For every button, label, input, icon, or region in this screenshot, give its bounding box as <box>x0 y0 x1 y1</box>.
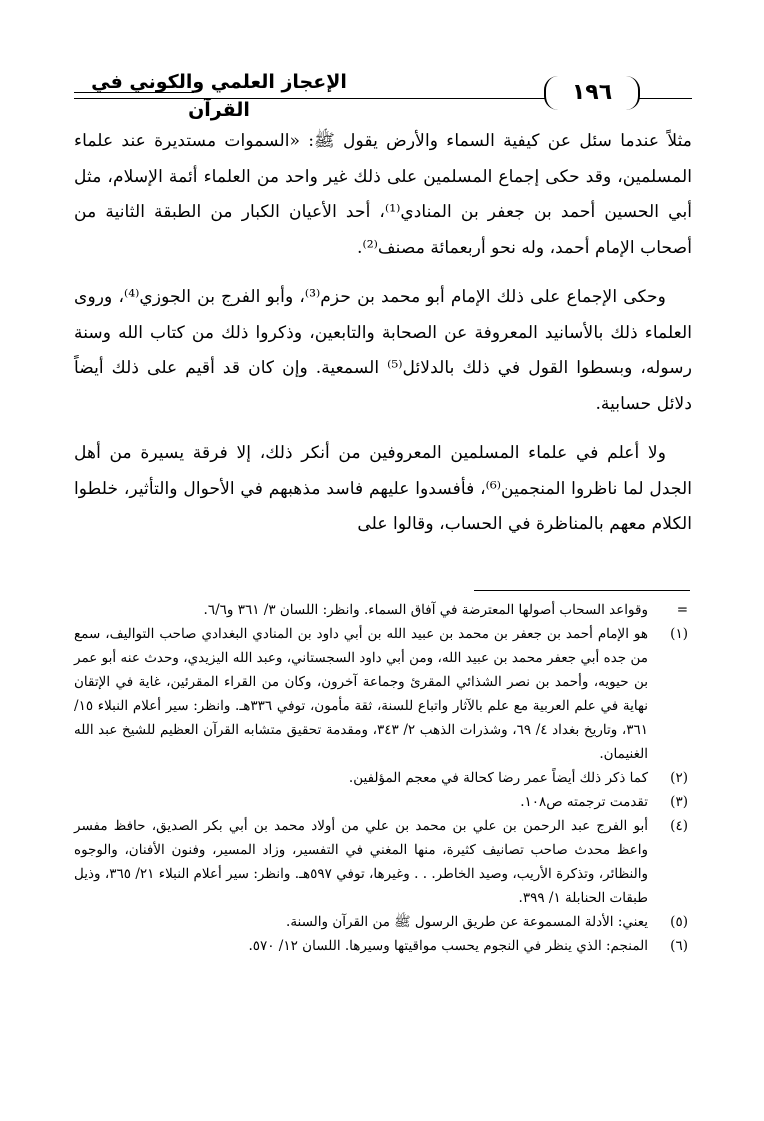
footnote <box>74 766 692 790</box>
paragraph: مثلاً عندما سئل عن كيفية السماء والأرض يقول ﷺ: «السموات مستديرة عند علماء المسلمين، وقد حكى إجماع المسلمين على ذلك غير واحد من العلماء أئمة الإسلام، مثل أبي الحسين أحمد بن جعفر بن المنادي⁽¹⁾، أحد الأعيان الكبار من الطبقة الثانية من أصحاب الإمام أحمد، وله نحو أربعمائة مصنف⁽²⁾. <box>74 131 692 258</box>
footnote <box>74 622 692 766</box>
page-header <box>74 68 692 121</box>
main-text <box>74 124 692 557</box>
footnote-marker: (٦) <box>670 938 688 954</box>
footnote-text: كما ذكر ذلك أيضاً عمر رضا كحالة في معجم المؤلفين. <box>348 770 648 786</box>
footnote-marker: (٢) <box>670 770 688 786</box>
footnote-text: وقواعد السحاب أصولها المعترضة في آفاق السماء. وانظر: اللسان ٣/ ٣٦١ و٦/٦. <box>203 602 648 618</box>
footnotes <box>74 598 692 958</box>
paragraph: وحكى الإجماع على ذلك الإمام أبو محمد بن حزم⁽³⁾، وأبو الفرج بن الجوزي⁽⁴⁾، وروى العلماء ذلك بالأسانيد المعروفة عن الصحابة والتابعين، وذكروا ذلك من كتاب الله وسنة رسوله، وبسطوا القول في ذلك بالدلائل⁽⁵⁾ السمعية. وإن كان قد أقيم على ذلك أيضاً دلائل حسابية. <box>74 287 692 414</box>
footnote-text: المنجم: الذي ينظر في النجوم يحسب مواقيتها وسيرها. اللسان ١٢/ ٥٧٠. <box>248 938 648 954</box>
footnote <box>74 790 692 814</box>
footnote-marker: (١) <box>670 626 688 642</box>
footnote-marker: (٥) <box>670 914 688 930</box>
footnote <box>74 814 692 910</box>
footnote <box>74 910 692 934</box>
footnote-text: تقدمت ترجمته ص١٠٨. <box>520 794 648 810</box>
footnote-marker: = <box>676 602 688 618</box>
running-title: الإعجاز العلمي والكوني في القرآن <box>91 71 347 121</box>
footnote <box>74 934 692 958</box>
footnote-marker: (٤) <box>670 818 688 834</box>
footnote-text: يعني: الأدلة المسموعة عن طريق الرسول ﷺ من القرآن والسنة. <box>286 914 648 930</box>
footnote-marker: (٣) <box>670 794 688 810</box>
paragraph: ولا أعلم في علماء المسلمين المعروفين من أنكر ذلك، إلا فرقة يسيرة من أهل الجدل لما ناظروا المنجمين⁽⁶⁾، فأفسدوا عليهم فاسد مذهبهم في الأحوال والتأثير، خلطوا الكلام معهم بالمناظرة في الحساب، وقالوا على <box>74 443 692 534</box>
footnote <box>74 598 692 622</box>
page-number: ١٩٦ <box>544 76 640 110</box>
footnote-text: أبو الفرج عبد الرحمن بن علي بن محمد بن علي من أولاد محمد بن أبي بكر الصديق، حافظ مفسر واعظ محدث صاحب تصانيف كثيرة، منها المغني في التفسير، وزاد المسير، وفنون الأفنان، والوجوه والنظائر، وتذكرة الأريب، وصيد الخاطر. . . وغيرها، توفي ٥٩٧هـ. وانظر: سير أعلام النبلاء ٢١/ ٣٦٥، وذيل طبقات الحنابلة ١/ ٣٩٩. <box>74 818 648 906</box>
footnote-separator <box>474 590 690 591</box>
footnote-text: هو الإمام أحمد بن جعفر بن محمد بن عبيد الله بن أبي داود بن المنادي البغدادي صاحب التواليف، سمع من جده أبي جعفر محمد بن عبيد الله، ومن أبي داود السجستاني، وعبد الله اليزيدي، وحدث عنه أبو عمر بن حيويه، وأحمد بن نصر الشذائي المقرئ وجماعة آخرون، وكان من القراء المقرئين، غاية في الإتقان نهاية في علم العربية مع علم بالآثار واتباع للسنة، ثقة مأمون، توفي ٣٣٦هـ. وانظر: سير أعلام النبلاء ١٥/ ٣٦١، وتاريخ بغداد ٤/ ٦٩، وشذرات الذهب ٢/ ٣٤٣، ومقدمة تحقيق متشابه القرآن العظيم للشيخ عبد الله الغنيمان. <box>74 626 649 762</box>
